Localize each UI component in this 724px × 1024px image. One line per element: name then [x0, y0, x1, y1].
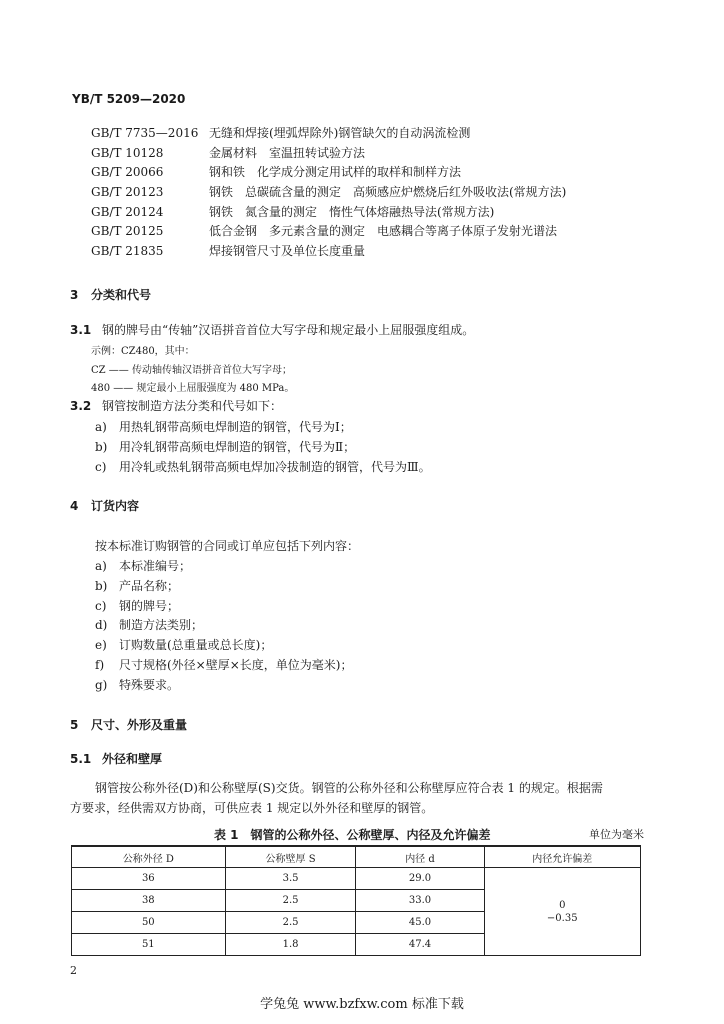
table-cell: 36 [72, 868, 226, 890]
list-label: a) [95, 559, 107, 573]
clause-number: 5.1 [70, 752, 92, 766]
clause-number: 3.1 [70, 323, 92, 337]
list-item [95, 577, 179, 594]
list-label: b) [95, 579, 108, 593]
table-header-row [72, 846, 641, 868]
reference-title: 钢和铁 化学成分测定用试样的取样和制样方法 [209, 165, 462, 179]
example-line-480: 480 —— 规定最小上屈服强度为 480 MPa。 [91, 383, 295, 394]
list-label: e) [95, 638, 107, 652]
list-text: 用冷轧或热轧钢带高频电焊加冷拔制造的钢管，代号为Ⅲ。 [119, 460, 431, 474]
reference-item [91, 144, 365, 161]
section-title: 分类和代号 [91, 288, 152, 302]
table-cell: 38 [72, 890, 226, 912]
dimension-table [71, 845, 641, 956]
column-header: 内径允许偏差 [484, 846, 641, 868]
list-text: 本标准编号； [119, 559, 192, 573]
tolerance-lower: −0.35 [546, 912, 578, 924]
clause-number: 3.2 [70, 399, 92, 413]
reference-item [91, 242, 365, 259]
table-row [72, 868, 641, 890]
list-text: 产品名称； [119, 579, 180, 593]
table-cell: 50 [72, 912, 226, 934]
list-label: f) [95, 658, 105, 672]
clause-text: 钢的牌号由“传轴”汉语拼音首位大写字母和规定最小上屈服强度组成。 [102, 323, 475, 337]
reference-code: GB/T 20066 [91, 165, 164, 179]
list-label: a) [95, 420, 107, 434]
reference-code: GB/T 10128 [91, 146, 164, 160]
list-item [95, 676, 179, 693]
section-title: 尺寸、外形及重量 [91, 718, 188, 732]
reference-title: 无缝和焊接(埋弧焊除外)钢管缺欠的自动涡流检测 [209, 126, 471, 140]
section-number: 3 [70, 288, 79, 302]
list-item [95, 557, 191, 574]
clause-title: 外径和壁厚 [102, 752, 163, 766]
reference-code: GB/T 20123 [91, 185, 164, 199]
list-item [95, 438, 355, 455]
reference-title: 焊接钢管尺寸及单位长度重量 [209, 244, 366, 258]
paragraph-line: 钢管按公称外径(D)和公称壁厚(S)交货。钢管的公称外径和公称壁厚应符合表 1 的规定。根据需 [95, 781, 603, 795]
table-cell: 47.4 [356, 934, 484, 956]
watermark-footer: 学兔兔 www.bzfxw.com 标准下载 [260, 997, 464, 1012]
reference-item [91, 163, 461, 180]
list-item [95, 418, 352, 435]
reference-item [91, 124, 470, 141]
page-number: 2 [70, 964, 77, 977]
list-item [95, 656, 352, 673]
section-title: 订货内容 [91, 499, 140, 513]
reference-code: GB/T 20124 [91, 205, 164, 219]
clause-5-1-heading [70, 750, 162, 767]
column-header: 内径 d [356, 846, 484, 868]
column-header: 公称壁厚 S [225, 846, 356, 868]
reference-code: GB/T 21835 [91, 244, 164, 258]
section-4-heading [70, 497, 139, 514]
reference-title: 钢铁 氮含量的测定 惰性气体熔融热导法(常规方法) [209, 205, 495, 219]
list-text: 制造方法类别； [119, 618, 204, 632]
example-line-cz: CZ —— 传动轴传轴汉语拼音首位大写字母； [91, 365, 292, 376]
list-text: 订购数量(总重量或总长度)； [119, 638, 273, 652]
order-intro: 按本标准订购钢管的合同或订单应包括下列内容： [95, 539, 360, 553]
list-label: c) [95, 599, 107, 613]
table-cell: 33.0 [356, 890, 484, 912]
list-text: 特殊要求。 [119, 678, 180, 692]
section-5-heading [70, 716, 187, 733]
table-cell: 1.8 [225, 934, 356, 956]
reference-item [91, 203, 494, 220]
table-unit: 单位为毫米 [589, 828, 644, 841]
clause-text: 钢管按制造方法分类和代号如下： [102, 399, 283, 413]
list-label: d) [95, 618, 108, 632]
list-item [95, 616, 203, 633]
reference-title: 金属材料 室温扭转试验方法 [209, 146, 366, 160]
standard-number: YB/T 5209—2020 [72, 92, 186, 106]
table-title: 表 1 钢管的公称外径、公称壁厚、内径及允许偏差 [214, 828, 491, 842]
list-item [95, 597, 179, 614]
table-cell: 51 [72, 934, 226, 956]
reference-item [91, 222, 557, 239]
reference-item [91, 183, 566, 200]
table-cell: 2.5 [225, 890, 356, 912]
reference-title: 钢铁 总碳硫含量的测定 高频感应炉燃烧后红外吸收法(常规方法) [209, 185, 567, 199]
list-item [95, 636, 272, 653]
reference-title: 低合金钢 多元素含量的测定 电感耦合等离子体原子发射光谱法 [209, 224, 558, 238]
clause-3-2 [70, 397, 282, 414]
list-item [95, 458, 431, 475]
paragraph-line: 方要求，经供需双方协商，可供应表 1 规定以外外径和壁厚的钢管。 [70, 801, 434, 815]
example-label: 示例：CZ480，其中： [91, 346, 195, 357]
column-header: 公称外径 D [72, 846, 226, 868]
clause-3-1 [70, 321, 474, 338]
list-text: 钢的牌号； [119, 599, 180, 613]
list-label: b) [95, 440, 108, 454]
list-text: 用热轧钢带高频电焊制造的钢管，代号为Ⅰ； [119, 420, 352, 434]
table-cell: 45.0 [356, 912, 484, 934]
tolerance-upper: 0 [559, 899, 566, 911]
section-number: 5 [70, 718, 79, 732]
tolerance-cell [484, 868, 641, 956]
list-label: c) [95, 460, 107, 474]
list-label: g) [95, 678, 108, 692]
table-cell: 3.5 [225, 868, 356, 890]
table-cell: 2.5 [225, 912, 356, 934]
list-text: 用冷轧钢带高频电焊制造的钢管，代号为Ⅱ； [119, 440, 356, 454]
section-number: 4 [70, 499, 79, 513]
reference-code: GB/T 20125 [91, 224, 164, 238]
table-cell: 29.0 [356, 868, 484, 890]
list-text: 尺寸规格(外径×壁厚×长度，单位为毫米)； [119, 658, 353, 672]
reference-code: GB/T 7735—2016 [91, 126, 199, 140]
section-3-heading [70, 286, 151, 303]
